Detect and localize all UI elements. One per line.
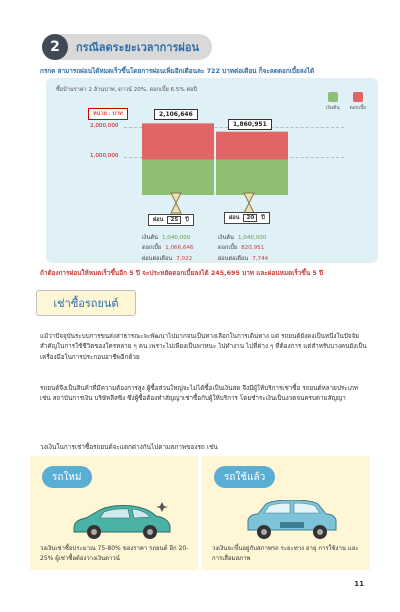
card-label: รถใหม่ [42, 466, 92, 488]
intro-line: กรกต สามารถผ่อนได้หมดเร็วขึ้นโดยการผ่อนเพิ่มอีกเดือนละ 722 บาทต่อเดือน ก็จะลดดอกเบี้ยลงได้ [40, 67, 315, 75]
tag-prefix: ผ่อน [153, 217, 164, 223]
stat-label: เงินต้น [142, 235, 158, 241]
stats-right [218, 233, 268, 264]
subsection-title: เช่าซื้อรถยนต์ [36, 290, 136, 316]
tag-unit: ปี [185, 217, 189, 223]
stat-value: 820,951 [241, 245, 265, 252]
stat-value: 7,744 [252, 255, 269, 262]
stat-label: ผ่อนต่อเดือน [218, 255, 249, 262]
bar-category-tag-left [148, 214, 194, 226]
stat-value: 1,040,000 [237, 235, 267, 241]
paragraph: รถยนต์จึงเป็นสินค้าที่มีความต้องการสูง ผู้ซื้อส่วนใหญ่จะไม่ได้ซื้อเป็นเงินสด จึงมีผู้ให้บริการเช่าซื้อ รถยนต์หลายประเภท เช่น สถาบันการเงิน บริษัทลีสซิ่ง ซึ่งผู้ซื้อต้องทำสัญญาเช่าซื้อกับผู้ให้บริการ โดยชำระเงินเป็นงวดจนครบตามสัญญา [40, 385, 359, 403]
stat-value: 1,040,000 [161, 235, 191, 241]
page-number: 11 [354, 580, 364, 588]
stat-row [142, 243, 194, 253]
stat-row [142, 233, 194, 243]
stat-label: เงินต้น [218, 235, 234, 241]
section-title: กรณีลดระยะเวลาการผ่อน [76, 41, 199, 54]
stat-row [218, 243, 268, 253]
bar-total-label-right: 1,860,951 [228, 119, 272, 130]
stat-label: ดอกเบี้ย [142, 245, 162, 252]
card-used-car [202, 456, 370, 570]
stat-row [218, 254, 268, 264]
stats-left [142, 233, 194, 264]
chart-unit-label: หน่วย : บาท [88, 108, 128, 120]
new-car-icon [66, 498, 176, 542]
bar-chart [46, 78, 378, 263]
card-label: รถใช้แล้ว [214, 466, 275, 488]
card-new-car [30, 456, 198, 570]
y-tick-label: 2,000,000 [90, 123, 119, 129]
bar-segment [216, 132, 288, 160]
bar-segment [142, 123, 214, 159]
section-number-badge: 2 [42, 34, 68, 60]
paragraph: แม้ว่าปัจจุบันระบบการขนส่งสาธารณะจะพัฒนาไปมากจนเป็นทางเลือกในการเดินทาง แต่ รถยนต์ยังคงเป็นหนึ่งในปัจจัยสำคัญในการใช้ชีวิตของใครหลาย ๆ คน เพราะไม่เพียงเป็นพาหนะ ไปทำงาน ไปที่ต่าง ๆ ที่ต้องการ แต่สำหรับบางคนยังเป็นเครื่องมือในการประกอบอาชีพอีกด้วย [40, 333, 367, 361]
bar-segment [142, 160, 214, 195]
chart-caption: ถ้าต้องการผ่อนให้หมดเร็วขึ้นอีก 5 ปี จะประหยัดดอกเบี้ยลงได้ 245,695 บาท และผ่อนหมดเร็วขึ้น 5 ปี [40, 269, 324, 277]
stat-value: 1,066,646 [165, 245, 194, 252]
tag-number: 20 [243, 214, 257, 222]
stat-row [218, 233, 268, 243]
chart-panel [46, 78, 378, 263]
stat-row [142, 254, 194, 264]
bar-total-label-left: 2,106,646 [154, 109, 198, 120]
legend-label-principal: เงินต้น [325, 106, 340, 111]
hourglass-icon [170, 192, 182, 214]
stat-label: ผ่อนต่อเดือน [142, 255, 173, 262]
card-text: วงเงินเช่าซื้อประมาณ 75-80% ของราคา รถยนต์ อีก 20-25% ผู้เช่าซื้อต้องวางเงินดาวน์ [40, 545, 189, 563]
hourglass-icon [243, 192, 255, 214]
section-header [42, 34, 212, 60]
stat-label: ดอกเบี้ย [218, 245, 238, 252]
stat-value: 7,022 [176, 255, 193, 262]
used-car-icon [242, 500, 342, 542]
bar-category-tag-right [224, 212, 270, 224]
tag-unit: ปี [261, 215, 265, 221]
tag-number: 25 [167, 216, 181, 224]
y-tick-label: 1,000,000 [90, 153, 119, 159]
card-text: วงเงินจะขึ้นอยู่กับสภาพรถ ระยะทาง อายุ การใช้งาน และการเสื่อมสภาพ [212, 545, 359, 563]
bar-segment [216, 160, 288, 195]
legend-label-interest: ดอกเบี้ย [349, 106, 366, 111]
card-intro: วงเงินในการเช่าซื้อรถยนต์จะแตกต่างกันไปตามสภาพของรถ เช่น [40, 443, 218, 451]
chart-note: ซื้อบ้านราคา 2 ล้านบาท, ดาวน์ 20%, ดอกเบี้ย 6.5% ต่อปี [56, 87, 198, 93]
tag-prefix: ผ่อน [229, 215, 240, 221]
